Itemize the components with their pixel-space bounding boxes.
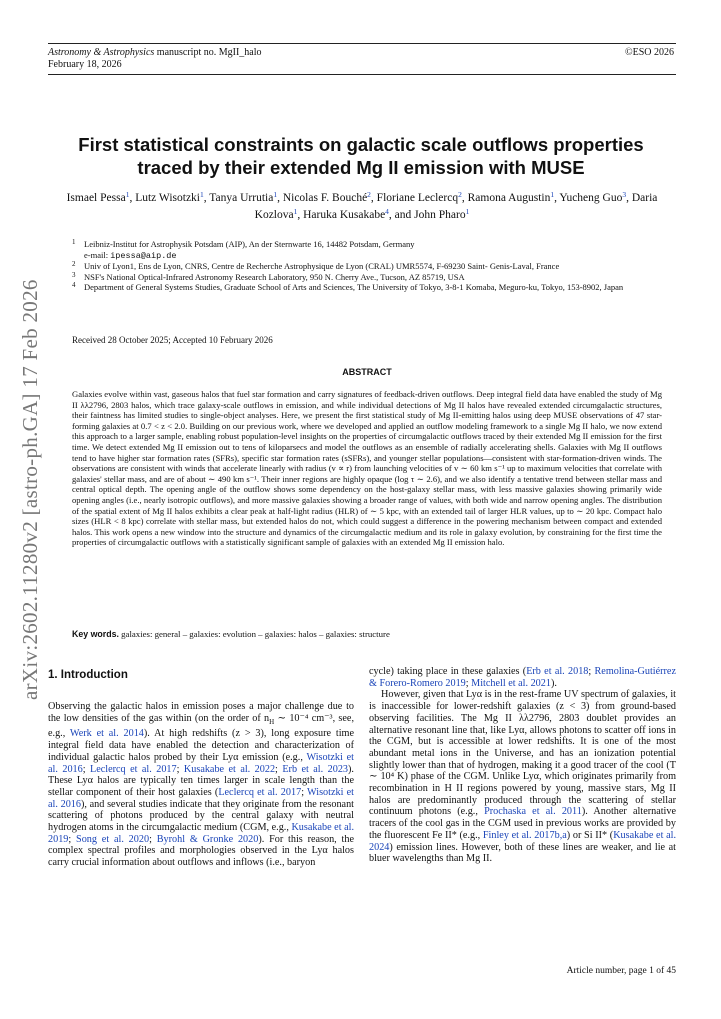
- page-footer: Article number, page 1 of 45: [566, 966, 676, 976]
- copyright: ©ESO 2026: [625, 47, 674, 58]
- citation-link[interactable]: Song et al. 2020: [76, 833, 150, 845]
- citation-link[interactable]: Kusakabe et al. 2019: [48, 822, 355, 845]
- citation-link[interactable]: Wisotzki et al. 2016: [48, 786, 354, 810]
- affiliation-3: 3 NSF's National Optical-Infrared Astronomy Research Laboratory, 950 N. Cherry Ave., Tucson, AZ 85719, USA: [72, 270, 465, 282]
- right-column: [369, 666, 676, 865]
- intro-paragraph-2: However, given that Lyα is in the rest-frame UV spectrum of galaxies, it is inaccessible for lower-redshift galaxies (z < 3) from ground-based observing facilities. The Mg II λλ2796, 2803 doublet provides an alternative resonant line that, like Lyα, allows photons to scatter off ions in the CGM, but is accessible at lower redshifts. It is one of the most abundant metal ions in the Universe, and has an ionization potential slightly lower than that of hydrogen, making it a good tracer of the cool (T ∼ 10⁴ K) phase of the CGM. Unlike Lyα, which originates primarily from recombination in H II regions powered by young, massive stars, Mg II halos are predominantly produced through the scattering of stellar continuum photons (e.g., Prochaska et al. 2011). Another alternative tracers of the cool gas in the CGM used in previous works are provided by the fluorescent Fe II* (e.g., Finley et al. 2017b,a) or Si II* (Kusakabe et al. 2024) emission lines. However, both of these lines are weaker, and lie at bluer wavelengths than Mg II.: [369, 689, 677, 865]
- email-link[interactable]: ipessa@aip.de: [110, 250, 177, 261]
- section-heading: 1. Introduction: [48, 669, 128, 681]
- received-dates: Received 28 October 2025; Accepted 10 February 2026: [72, 335, 273, 345]
- author-affiliation-mark[interactable]: 1: [465, 207, 470, 216]
- citation-link[interactable]: Kusakabe et al. 2022: [183, 763, 276, 775]
- header-date: February 18, 2026: [48, 59, 122, 70]
- arxiv-stamp: arXiv:2602.11280v2 [astro-ph.GA] 17 Feb 2026: [18, 279, 42, 700]
- left-column: [48, 701, 354, 869]
- citation-link[interactable]: Remolina-Gutiérrez & Forero-Romero 2019: [369, 666, 676, 689]
- paper-title: First statistical constraints on galactic scale outflows properties traced by their extended Mg II emission with MUSE: [78, 134, 644, 178]
- author-name: Nicolas F. Bouché: [282, 192, 368, 204]
- author-affiliation-mark[interactable]: 1: [125, 190, 130, 199]
- affiliation-2: 2 Univ of Lyon1, Ens de Lyon, CNRS, Centre de Recherche Astrophysique de Lyon (CRAL) UMR5574, F-69230 Saint- Genis-Laval, France: [72, 260, 560, 271]
- affiliations: [72, 239, 662, 293]
- header-left: [48, 47, 262, 71]
- author-name: Haruka Kusakabe: [303, 209, 386, 221]
- keywords-list: galaxies: general – galaxies: evolution – galaxies: halos – galaxies: structure: [121, 629, 390, 639]
- author-name: Floriane Leclercq: [376, 192, 459, 204]
- keywords-label: Key words.: [72, 629, 119, 639]
- author-name: Lutz Wisotzki: [135, 192, 200, 204]
- citation-link[interactable]: Wisotzki et al. 2016: [48, 751, 354, 775]
- author-affiliation-mark[interactable]: 1: [550, 190, 555, 199]
- author-affiliation-mark[interactable]: 1: [273, 190, 278, 199]
- intro-paragraph-1-continued: cycle) taking place in these galaxies (Erb et al. 2018; Remolina-Gutiérrez & Forero-Romero 2019; Mitchell et al. 2021).: [369, 666, 676, 689]
- citation-link[interactable]: Leclercq et al. 2017: [218, 786, 302, 798]
- author-name: John Pharo: [414, 209, 466, 221]
- citation-link[interactable]: Mitchell et al. 2021: [471, 677, 551, 689]
- author-affiliation-mark[interactable]: 2: [458, 190, 462, 199]
- citation-link[interactable]: Kusakabe et al. 2024: [369, 829, 677, 853]
- author-affiliation-mark[interactable]: 2: [367, 190, 371, 199]
- running-header: [48, 43, 676, 75]
- journal-name: Astronomy & Astrophysics: [48, 47, 155, 58]
- affiliation-4: 4 Department of General Systems Studies, Graduate School of Arts and Sciences, The University of Tokyo, 3-8-1 Komaba, Meguro-ku, Tokyo, 153-8902, Japan: [72, 281, 624, 292]
- citation-link[interactable]: Erb et al. 2023: [282, 763, 349, 775]
- citation-link[interactable]: Werk et al. 2014: [69, 728, 144, 740]
- author-name: Daria Kozlova: [254, 192, 658, 221]
- author-affiliation-mark[interactable]: 4: [385, 207, 389, 216]
- citation-link[interactable]: Prochaska et al. 2011: [484, 806, 582, 818]
- citation-link[interactable]: Finley et al. 2017b,a: [482, 829, 567, 841]
- abstract-text: Galaxies evolve within vast, gaseous halos that fuel star formation and carry signatures of feedback-driven outflows. Deep integral field data have enabled the study of Mg II λλ2796, 2803 halos, which trace galaxy-scale outflows in emission, and while individual detections of Mg II halos have revealed extended circumgalactic structures, their faintness has limited studies to single-object analyses. Here, we present the first statistical study of Mg II-emitting halos using deep MUSE observations of 47 star-forming galaxies at 0.7 < z < 2.0. Building on our previous work, where we developed and applied an outflow modeling framework to a single Mg II halo, we now extend this approach to a larger sample, enabling robust population-level insights on the properties of circumgalactic outflows traced by their extended Mg II emission for the first time. We detect extended Mg II emission out to tens of kiloparsecs and model the outflows as an ensemble of radially accelerating shells. Galaxies with Mg II outflows tend to have higher star formation rates (SFRs), specific star formation rates (sSFRs), and younger stellar populations—consistent with star-formation-driven winds. The observations are consistent with winds that accelerate linearly with radius (v ∝ r) from launching velocities of v ∼ 60 km s⁻¹ up to maximum velocities that correlate with galaxies' stellar mass, and are of about ∼ 490 km s⁻¹. Their inner regions are highly opaque (log τ ∼ 2.6), and we also identify a tentative trend between stellar mass and central optical depth. The opening angle of the outflow shows some dependency on the host-galaxy stellar mass, with less massive galaxies showing primarily wide opening angles (i.e., nearly isotropic outflows), and more massive galaxies showing a broader range of values, with both wide and narrow opening angles. The distribution of the spatial extent of Mg II halos exhibits a clear peak at half-light radius (HLR) of ∼ 5 kpc, with an extended tail of larger HLR values, up to ∼ 20 kpc. Compact halo sizes (HLR < 8 kpc) correlate with stellar mass, but extended halos do not, which could suggest a difference in the powering mechanism between compact and extended halos. This work opens a new window into the structure and dynamics of the circumgalactic medium and its role in galaxy evolution, by constraining for the first time the properties of circumgalactic outflows with a statistically significant sample of galaxies with an extended Mg II emission halo.: [72, 389, 662, 548]
- author-list: Ismael Pessa$^1$, Lutz Wisotzki$^1$, Tanya Urrutia$^1$, Nicolas F. Bouché$^2$, Floriane Leclercq$^2$, Ramona Augustin$^1$, Yucheng Guo$^3$, Daria Kozlova$^1$, Haruka Kusakabe$^4$, and John Pharo$^1$: [66, 190, 658, 221]
- author-name: Tanya Urrutia: [209, 192, 274, 204]
- manuscript-id: manuscript no. MgII_halo: [156, 47, 262, 58]
- citation-link[interactable]: Byrohl & Gronke 2020: [156, 833, 259, 845]
- keywords: [72, 629, 662, 639]
- citation-link[interactable]: Erb et al. 2018: [526, 666, 589, 677]
- citation-link[interactable]: Leclercq et al. 2017: [90, 763, 177, 775]
- affiliation-1: 1 Leibniz-Institut for Astrophysik Potsdam (AIP), An der Sternwarte 16, 14482 Potsdam, Germany e-mail: ipessa@aip.de: [72, 238, 415, 261]
- author-name: Yucheng Guo: [559, 192, 623, 204]
- author-name: Ismael Pessa: [66, 192, 126, 204]
- intro-paragraph-1: Observing the galactic halos in emission poses a major challenge due to the low densities of the gas within (on the order of $n_H$ ∼ 10⁻⁴ cm⁻³, see, e.g., Werk et al. 2014). At high redshifts (z > 3), long exposure time integral field data have enabled the detection and characterization of individual galactic halos probed by their Lyα emission (e.g., Wisotzki et al. 2016; Leclercq et al. 2017; Kusakabe et al. 2022; Erb et al. 2023). These Lyα halos are typically ten times larger in scale length than the stellar component of their host galaxies (Leclercq et al. 2017; Wisotzki et al. 2016), and several studies indicate that they originate from the resonant scattering of photons produced by the central galaxy with neutral hydrogen atoms in the circumgalactic medium (CGM, e.g., Kusakabe et al. 2019; Song et al. 2020; Byrohl & Gronke 2020). For this reason, the complex spectral profiles and morphologies observed in the Lyα halos carry crucial information about outflows and inflows (i.e., baryon: [48, 701, 355, 869]
- subscript: H: [269, 717, 275, 726]
- author-affiliation-mark[interactable]: 3: [622, 190, 627, 199]
- abstract-heading: ABSTRACT: [342, 367, 392, 377]
- author-affiliation-mark[interactable]: 1: [293, 207, 298, 216]
- author-name: Ramona Augustin: [467, 192, 551, 204]
- author-affiliation-mark[interactable]: 1: [200, 190, 204, 199]
